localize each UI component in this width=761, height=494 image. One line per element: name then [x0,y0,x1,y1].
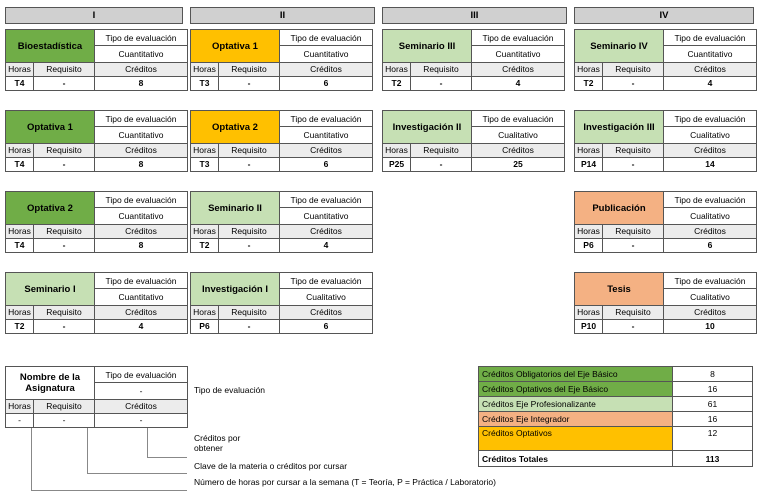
horas-value: T4 [6,77,34,90]
horas-header: Horas [6,225,34,239]
creditos-value: 25 [513,159,523,169]
tipo-label: Tipo de evaluación [95,192,187,208]
legend-card-horas-value: - [6,414,34,427]
summary-label: Créditos Eje Profesionalizante [479,397,673,412]
course-card [190,272,373,334]
horas-value: T3 [191,158,219,171]
tipo-value: Cualitativo [664,208,756,225]
creditos-header: Créditos [664,225,756,239]
creditos-header: Créditos [664,63,756,77]
requisito-header: Requisito [219,144,280,158]
horas-value: T4 [6,158,34,171]
course-name: Optativa 2 [191,111,280,144]
tipo-label: Tipo de evaluación [664,30,756,46]
requisito-value: - [411,77,472,90]
course-card [574,191,757,253]
legend-card [5,366,188,428]
tipo-value: Cualitativo [664,289,756,306]
horas-value: P6 [191,320,219,333]
semester-header-1: I [5,7,183,24]
tipo-value: Cuantitativo [280,208,372,225]
course-name: Seminario III [383,30,472,63]
summary-row [479,412,753,427]
creditos-header: Créditos [95,306,187,320]
requisito-value: - [219,239,280,252]
legend-card-creditos-value: - [139,415,143,425]
course-name: Investigación I [191,273,280,306]
horas-header: Horas [575,144,603,158]
course-name: Publicación [575,192,664,225]
summary-value: 8 [673,367,753,382]
horas-value: T4 [6,239,34,252]
horas-header: Horas [6,306,34,320]
requisito-value: - [219,158,280,171]
total-label: Créditos Totales [479,451,673,467]
creditos-value: 8 [138,78,144,88]
course-card [190,110,373,172]
legend-horas-text: Número de horas por cursar a la semana (T = Teoría, P = Práctica / Laboratorio) [194,477,496,487]
course-name: Seminario II [191,192,280,225]
requisito-header: Requisito [603,144,664,158]
course-card [190,29,373,91]
course-card [5,29,188,91]
requisito-header: Requisito [411,63,472,77]
course-card [574,29,757,91]
tipo-value: Cuantitativo [664,46,756,63]
creditos-value: 4 [323,240,329,250]
total-value: 113 [673,451,753,467]
creditos-value: 6 [323,321,329,331]
tipo-value: Cuantitativo [280,46,372,63]
summary-row [479,397,753,412]
horas-value: T3 [191,77,219,90]
requisito-header: Requisito [219,306,280,320]
summary-value: 12 [673,427,753,451]
course-card [382,110,565,172]
creditos-value: 8 [138,159,144,169]
creditos-header: Créditos [95,144,187,158]
tipo-value: Cuantitativo [95,46,187,63]
tipo-label: Tipo de evaluación [280,30,372,46]
creditos-header: Créditos [280,306,372,320]
horas-header: Horas [6,63,34,77]
horas-value: T2 [191,239,219,252]
leader-line-horas [31,428,187,491]
tipo-value: Cuantitativo [472,46,564,63]
creditos-value: 14 [705,159,715,169]
horas-value: P25 [383,158,411,171]
tipo-value: Cuantitativo [95,289,187,306]
legend-card-tipo-label: Tipo de evaluación [95,367,187,383]
creditos-header: Créditos [95,63,187,77]
creditos-value: 6 [323,159,329,169]
summary-total-row [479,451,753,467]
creditos-header: Créditos [280,144,372,158]
course-card [190,191,373,253]
horas-header: Horas [575,63,603,77]
requisito-value: - [34,239,95,252]
tipo-label: Tipo de evaluación [664,273,756,289]
tipo-label: Tipo de evaluación [280,111,372,127]
legend-card-tipo-value: - [95,383,187,400]
semester-header-4: IV [574,7,754,24]
legend-tipo-text: Tipo de evaluación [194,385,266,395]
requisito-value: - [603,77,664,90]
course-name: Investigación II [383,111,472,144]
course-name: Optativa 2 [6,192,95,225]
legend-card-horas-header: Horas [6,400,34,414]
creditos-header: Créditos [280,225,372,239]
tipo-label: Tipo de evaluación [280,273,372,289]
course-card [5,191,188,253]
course-name: Seminario I [6,273,95,306]
summary-value: 16 [673,382,753,397]
horas-header: Horas [575,306,603,320]
tipo-label: Tipo de evaluación [664,111,756,127]
course-name: Seminario IV [575,30,664,63]
requisito-header: Requisito [219,63,280,77]
creditos-header: Créditos [664,144,756,158]
horas-value: P14 [575,158,603,171]
tipo-label: Tipo de evaluación [664,192,756,208]
course-name: Tesis [575,273,664,306]
horas-header: Horas [191,144,219,158]
tipo-label: Tipo de evaluación [95,111,187,127]
course-name: Optativa 1 [191,30,280,63]
horas-value: P6 [575,239,603,252]
tipo-value: Cualitativo [664,127,756,144]
summary-row [479,427,753,451]
horas-header: Horas [191,306,219,320]
requisito-header: Requisito [219,225,280,239]
requisito-header: Requisito [34,144,95,158]
semester-header-3: III [382,7,567,24]
legend-card-name: Nombre de la Asignatura [6,367,95,400]
horas-header: Horas [575,225,603,239]
summary-label: Créditos Eje Integrador [479,412,673,427]
horas-value: P10 [575,320,603,333]
legend-card-requisito-value: - [34,414,95,427]
course-card [574,110,757,172]
requisito-header: Requisito [34,225,95,239]
legend-clave-text: Clave de la materia o créditos por cursar [194,461,348,471]
horas-header: Horas [191,63,219,77]
creditos-value: 10 [705,321,715,331]
credits-summary-table [478,366,753,467]
creditos-header: Créditos [472,63,564,77]
tipo-label: Tipo de evaluación [472,111,564,127]
summary-label: Créditos Optativos [479,427,673,451]
tipo-value: Cuantitativo [280,127,372,144]
legend-creditos-text: Créditos por obtener [194,433,241,453]
course-card [382,29,565,91]
tipo-value: Cualitativo [280,289,372,306]
course-card [5,110,188,172]
tipo-value: Cuantitativo [95,208,187,225]
course-name: Bioestadística [6,30,95,63]
creditos-header: Créditos [95,225,187,239]
creditos-value: 8 [138,240,144,250]
requisito-value: - [603,320,664,333]
summary-value: 16 [673,412,753,427]
requisito-header: Requisito [603,63,664,77]
requisito-value: - [603,239,664,252]
creditos-value: 4 [138,321,144,331]
horas-header: Horas [191,225,219,239]
creditos-value: 4 [707,78,713,88]
horas-header: Horas [383,144,411,158]
tipo-label: Tipo de evaluación [95,273,187,289]
summary-row [479,367,753,382]
requisito-header: Requisito [34,63,95,77]
requisito-value: - [603,158,664,171]
requisito-value: - [34,77,95,90]
requisito-header: Requisito [603,225,664,239]
horas-header: Horas [6,144,34,158]
requisito-value: - [219,320,280,333]
horas-header: Horas [383,63,411,77]
summary-label: Créditos Optativos del Eje Básico [479,382,673,397]
course-card [5,272,188,334]
tipo-label: Tipo de evaluación [472,30,564,46]
horas-value: T2 [6,320,34,333]
requisito-value: - [34,320,95,333]
requisito-value: - [34,158,95,171]
creditos-value: 6 [707,240,713,250]
requisito-value: - [411,158,472,171]
requisito-value: - [219,77,280,90]
horas-value: T2 [575,77,603,90]
creditos-value: 6 [323,78,329,88]
semester-header-2: II [190,7,375,24]
horas-value: T2 [383,77,411,90]
requisito-header: Requisito [603,306,664,320]
course-card [574,272,757,334]
legend-card-creditos-header: Créditos [95,400,187,414]
course-name: Investigación III [575,111,664,144]
legend-card-requisito-header: Requisito [34,400,95,414]
creditos-header: Créditos [472,144,564,158]
summary-value: 61 [673,397,753,412]
tipo-label: Tipo de evaluación [95,30,187,46]
requisito-header: Requisito [411,144,472,158]
tipo-value: Cualitativo [472,127,564,144]
creditos-header: Créditos [664,306,756,320]
creditos-header: Créditos [280,63,372,77]
summary-row [479,382,753,397]
creditos-value: 4 [515,78,521,88]
tipo-value: Cuantitativo [95,127,187,144]
tipo-label: Tipo de evaluación [280,192,372,208]
course-name: Optativa 1 [6,111,95,144]
requisito-header: Requisito [34,306,95,320]
summary-label: Créditos Obligatorios del Eje Básico [479,367,673,382]
